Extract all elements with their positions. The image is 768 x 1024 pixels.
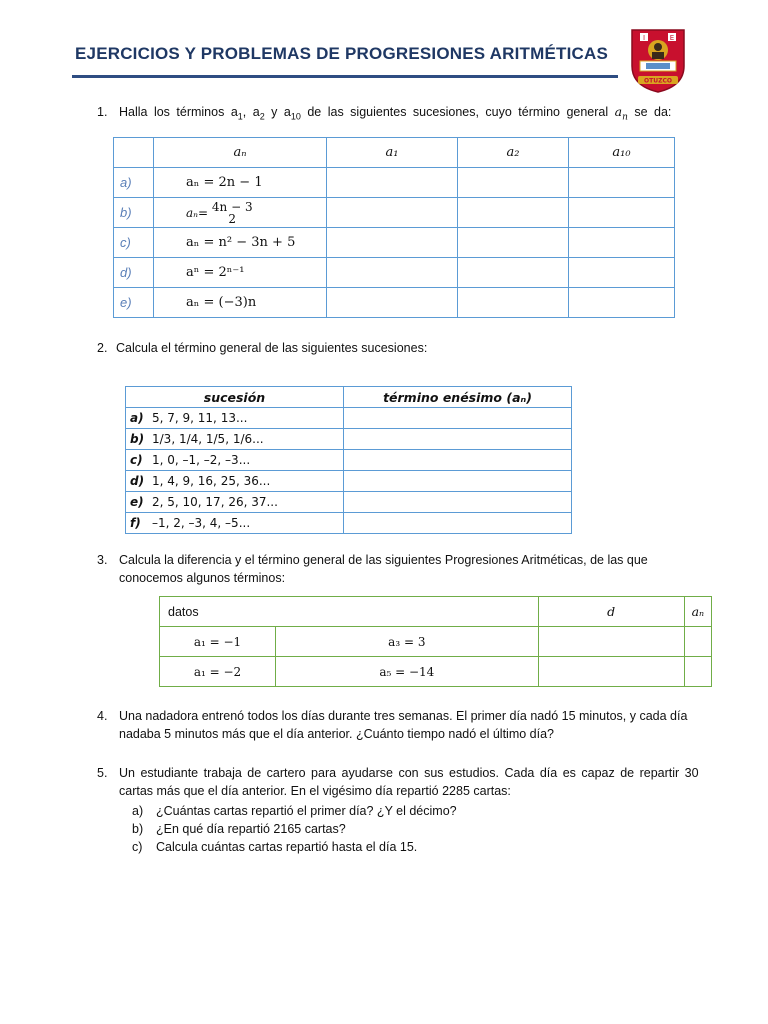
- answer-cell[interactable]: [458, 198, 569, 228]
- answer-cell[interactable]: [344, 471, 572, 492]
- formula-cell: aₙ = 2n − 1: [154, 168, 327, 198]
- question-number: 2.: [97, 341, 108, 355]
- title-underline: [72, 75, 618, 78]
- list-item: b) ¿En qué día repartió 2165 cartas?: [132, 822, 346, 836]
- question-number: 4.: [97, 709, 108, 723]
- row-label: a): [114, 168, 154, 198]
- header-sucesion: sucesión: [126, 387, 344, 408]
- answer-cell[interactable]: [458, 228, 569, 258]
- question-text-line-2: conocemos algunos términos:: [119, 571, 286, 585]
- answer-cell[interactable]: [458, 258, 569, 288]
- row-label: c): [114, 228, 154, 258]
- logo-initial-right: E: [669, 34, 675, 42]
- header-a1: a₁: [327, 138, 458, 168]
- row-label: d): [114, 258, 154, 288]
- formula-cell: aₙ = n² − 3n + 5: [154, 228, 327, 258]
- answer-cell[interactable]: [684, 657, 711, 687]
- question-text: Halla los términos $a_1$, $a_2$ y $a_{10}$ de las siguientes sucesiones, cuyo término general $a_n$ se da:: [119, 104, 672, 123]
- table-cell: [114, 138, 154, 168]
- sequence-cell: e) 2, 5, 10, 17, 26, 37...: [126, 492, 344, 513]
- answer-cell[interactable]: [569, 288, 675, 318]
- table-2: [125, 386, 572, 534]
- given-term-cell: a₅ = −14: [276, 657, 539, 687]
- sequence-cell: b) 1/3, 1/4, 1/5, 1/6...: [126, 429, 344, 450]
- table-row: [126, 492, 572, 513]
- question-text-line-1: Calcula la diferencia y el término general de las siguientes Progresiones Aritméticas, de las que: [119, 553, 648, 567]
- row-label: e): [114, 288, 154, 318]
- answer-cell[interactable]: [458, 168, 569, 198]
- table-1: [113, 137, 675, 318]
- answer-cell[interactable]: [569, 228, 675, 258]
- table-3: [159, 596, 712, 687]
- header-d: d: [538, 597, 684, 627]
- logo-text: OTUZCO: [644, 77, 672, 85]
- table-header-row: [114, 138, 675, 168]
- school-crest-logo: [626, 26, 690, 94]
- question-4: [97, 707, 717, 743]
- answer-cell[interactable]: [327, 198, 458, 228]
- question-number: 5.: [97, 766, 108, 780]
- question-text-line-2: cartas más que el día anterior. En el vigésimo día repartió 2285 cartas:: [119, 784, 511, 798]
- question-text-line-1: Una nadadora entrenó todos los días durante tres semanas. El primer día nadó 15 minutos, y cada día: [119, 709, 688, 723]
- question-text-line-2: nadaba 5 minutos más que el día anterior. ¿Cuánto tiempo nadó el último día?: [119, 727, 554, 741]
- question-text: Calcula el término general de las siguientes sucesiones:: [116, 341, 428, 355]
- answer-cell[interactable]: [327, 258, 458, 288]
- answer-cell[interactable]: [684, 627, 711, 657]
- table-header-row: [160, 597, 712, 627]
- answer-cell[interactable]: [569, 168, 675, 198]
- list-item: a) ¿Cuántas cartas repartió el primer día? ¿Y el décimo?: [132, 804, 457, 818]
- answer-cell[interactable]: [458, 288, 569, 318]
- table-row: [114, 198, 675, 228]
- table-header-row: [126, 387, 572, 408]
- list-item: c) Calcula cuántas cartas repartió hasta el día 15.: [132, 840, 418, 854]
- question-5: [97, 764, 717, 800]
- sequence-cell: f) –1, 2, –3, 4, –5...: [126, 513, 344, 534]
- answer-cell[interactable]: [344, 492, 572, 513]
- table-row: [126, 513, 572, 534]
- formula-cell: aₙ = (−3)n: [154, 288, 327, 318]
- table-row: [126, 429, 572, 450]
- question-number: 3.: [97, 553, 108, 567]
- header-a10: a₁₀: [569, 138, 675, 168]
- table-row: [114, 288, 675, 318]
- answer-cell[interactable]: [344, 513, 572, 534]
- table-row: [126, 408, 572, 429]
- question-number: 1.: [97, 105, 108, 119]
- sequence-cell: d) 1, 4, 9, 16, 25, 36...: [126, 471, 344, 492]
- given-term-cell: a₁ = −1: [160, 627, 276, 657]
- question-5-subitems: [132, 802, 457, 856]
- question-3: [97, 551, 717, 587]
- answer-cell[interactable]: [327, 168, 458, 198]
- formula-cell: aⁿ = 2ⁿ⁻¹: [154, 258, 327, 288]
- table-row: [126, 450, 572, 471]
- row-label: b): [114, 198, 154, 228]
- table-row: [114, 228, 675, 258]
- answer-cell[interactable]: [538, 657, 684, 687]
- answer-cell[interactable]: [344, 450, 572, 471]
- given-term-cell: a₁ = −2: [160, 657, 276, 687]
- answer-cell[interactable]: [344, 429, 572, 450]
- table-row: [114, 168, 675, 198]
- table-row: [160, 657, 712, 687]
- answer-cell[interactable]: [538, 627, 684, 657]
- table-row: [160, 627, 712, 657]
- question-text-line-1: Un estudiante trabaja de cartero para ayudarse con sus estudios. Cada día es capaz de repartir 30: [119, 766, 699, 780]
- formula-cell: aₙ= 4n − 3 2: [154, 198, 327, 228]
- answer-cell[interactable]: [344, 408, 572, 429]
- header-an: aₙ: [154, 138, 327, 168]
- header-a2: a₂: [458, 138, 569, 168]
- logo-initial-left: I: [642, 34, 646, 42]
- table-row: [114, 258, 675, 288]
- answer-cell[interactable]: [327, 288, 458, 318]
- sequence-cell: c) 1, 0, –1, –2, –3...: [126, 450, 344, 471]
- header-termino-enesimo: término enésimo (aₙ): [344, 387, 572, 408]
- header-an: aₙ: [684, 597, 711, 627]
- table-row: [126, 471, 572, 492]
- page-title: EJERCICIOS Y PROBLEMAS DE PROGRESIONES ARITMÉTICAS: [75, 44, 608, 63]
- answer-cell[interactable]: [327, 228, 458, 258]
- given-term-cell: a₃ = 3: [276, 627, 539, 657]
- header-datos: datos: [160, 597, 539, 627]
- answer-cell[interactable]: [569, 258, 675, 288]
- answer-cell[interactable]: [569, 198, 675, 228]
- sequence-cell: a) 5, 7, 9, 11, 13...: [126, 408, 344, 429]
